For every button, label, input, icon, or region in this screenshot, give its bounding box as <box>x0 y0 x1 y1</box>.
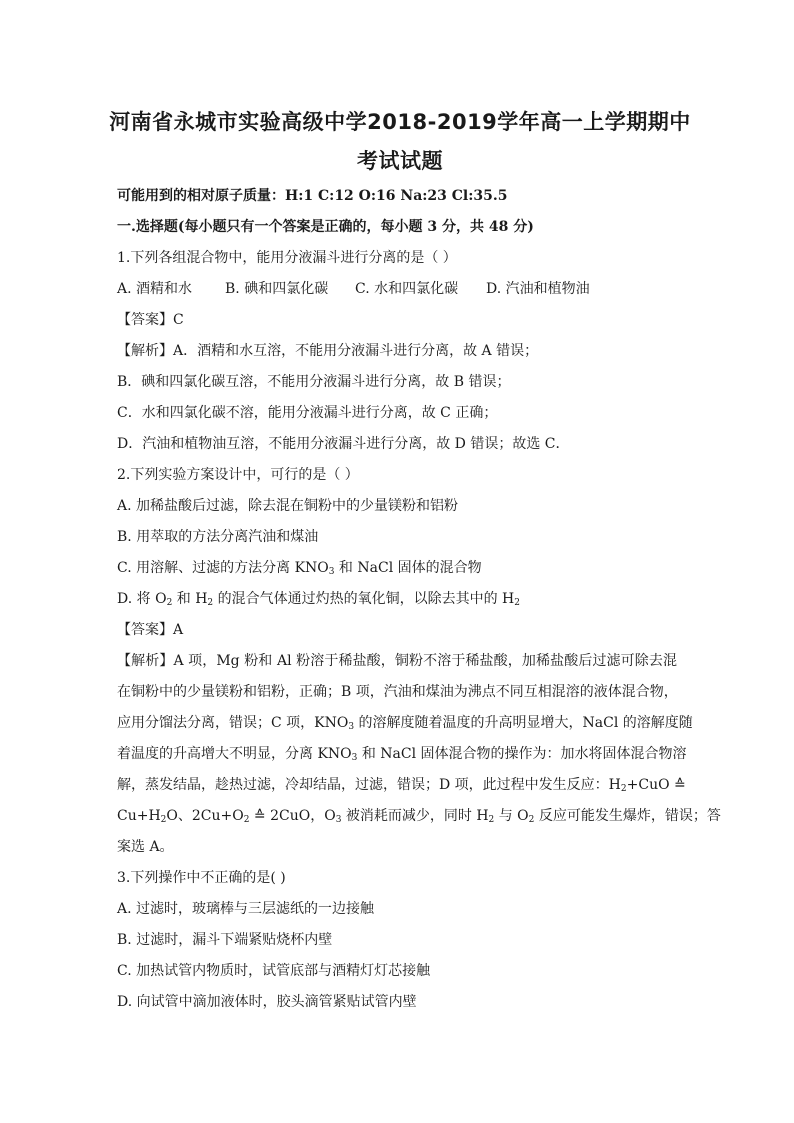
q2-analysis-line: 应用分馏法分离，错误；C 项，$KNO_3$ 的溶解度随着温度的升高明显增大，NaCl 的溶解度随 <box>117 715 693 732</box>
document-title-line1: 河南省永城市实验高级中学2018-2019学年高一上学期期中 <box>109 110 691 134</box>
q3-option-b: B. 过滤时，漏斗下端紧贴烧杯内壁 <box>117 932 333 948</box>
q1-option-a: A. 酒精和水 <box>117 281 193 297</box>
q1-analysis-line: C．水和四氯化碳不溶，能用分液漏斗进行分离，故 C 正确； <box>117 405 498 421</box>
q2-stem: 2.下列实验方案设计中，可行的是（ ） <box>117 467 359 483</box>
q3-option-a: A. 过滤时，玻璃棒与三层滤纸的一边接触 <box>117 901 375 917</box>
q3-stem: 3.下列操作中不正确的是( ) <box>117 870 286 886</box>
q1-analysis-line: D．汽油和植物油互溶，不能用分液漏斗进行分离，故 D 错误；故选 C． <box>117 436 570 452</box>
q1-option-b: B. 碘和四氯化碳 <box>225 281 329 297</box>
q2-option-d: D. 将 $O_2$ 和 $H_2$ 的混合气体通过灼热的氧化铜，以除去其中的 $H_2$ <box>117 591 520 608</box>
q1-option-d: D. 汽油和植物油 <box>486 281 590 297</box>
q2-analysis-line: 案选 A。 <box>117 839 174 855</box>
q2-analysis-line: 解，蒸发结晶，趁热过滤，冷却结晶，过滤，错误；D 项，此过程中发生反应：$H_2+CuO$ ≙ <box>117 777 686 794</box>
q1-analysis-line: 【解析】A．酒精和水互溶，不能用分液漏斗进行分离，故 A 错误； <box>117 343 539 359</box>
q3-option-d: D. 向试管中滴加液体时，胶头滴管紧贴试管内壁 <box>117 994 417 1010</box>
q3-option-c: C. 加热试管内物质时，试管底部与酒精灯灯芯接触 <box>117 963 431 979</box>
q2-analysis-line: 【解析】A 项，Mg 粉和 Al 粉溶于稀盐酸，铜粉不溶于稀盐酸，加稀盐酸后过滤可除去混 <box>117 653 677 669</box>
atomic-masses: 可能用到的相对原子质量：H:1 C:12 O:16 Na:23 Cl:35.5 <box>117 188 508 204</box>
q1-analysis-line: B．碘和四氯化碳互溶，不能用分液漏斗进行分离，故 B 错误； <box>117 374 511 390</box>
q2-option-b: B. 用萃取的方法分离汽油和煤油 <box>117 529 319 545</box>
q2-option-c: C. 用溶解、过滤的方法分离 $KNO_3$ 和 NaCl 固体的混合物 <box>117 560 482 577</box>
document-title-line2: 考试试题 <box>357 149 443 173</box>
section-heading: 一.选择题(每小题只有一个答案是正确的，每小题 3 分，共 48 分) <box>117 219 534 235</box>
q1-option-c: C. 水和四氯化碳 <box>355 281 459 297</box>
q2-analysis-line: 在铜粉中的少量镁粉和铝粉，正确；B 项，汽油和煤油为沸点不同互相混溶的液体混合物， <box>117 684 678 700</box>
q2-analysis-line: $Cu+H_2O$、$2Cu+O_2$ ≙ 2CuO，$O_3$ 被消耗而减少，同时 $H_2$ 与 $O_2$ 反应可能发生爆炸，错误；答 <box>117 808 721 825</box>
q2-option-a: A. 加稀盐酸后过滤，除去混在铜粉中的少量镁粉和铝粉 <box>117 498 459 514</box>
q1-answer: 【答案】C <box>117 312 184 328</box>
q2-answer: 【答案】A <box>117 622 184 638</box>
q2-analysis-line: 着温度的升高增大不明显，分离 $KNO_3$ 和 NaCl 固体混合物的操作为：加水将固体混合物溶 <box>117 746 687 763</box>
q1-stem: 1.下列各组混合物中，能用分液漏斗进行分离的是（ ） <box>117 250 457 266</box>
